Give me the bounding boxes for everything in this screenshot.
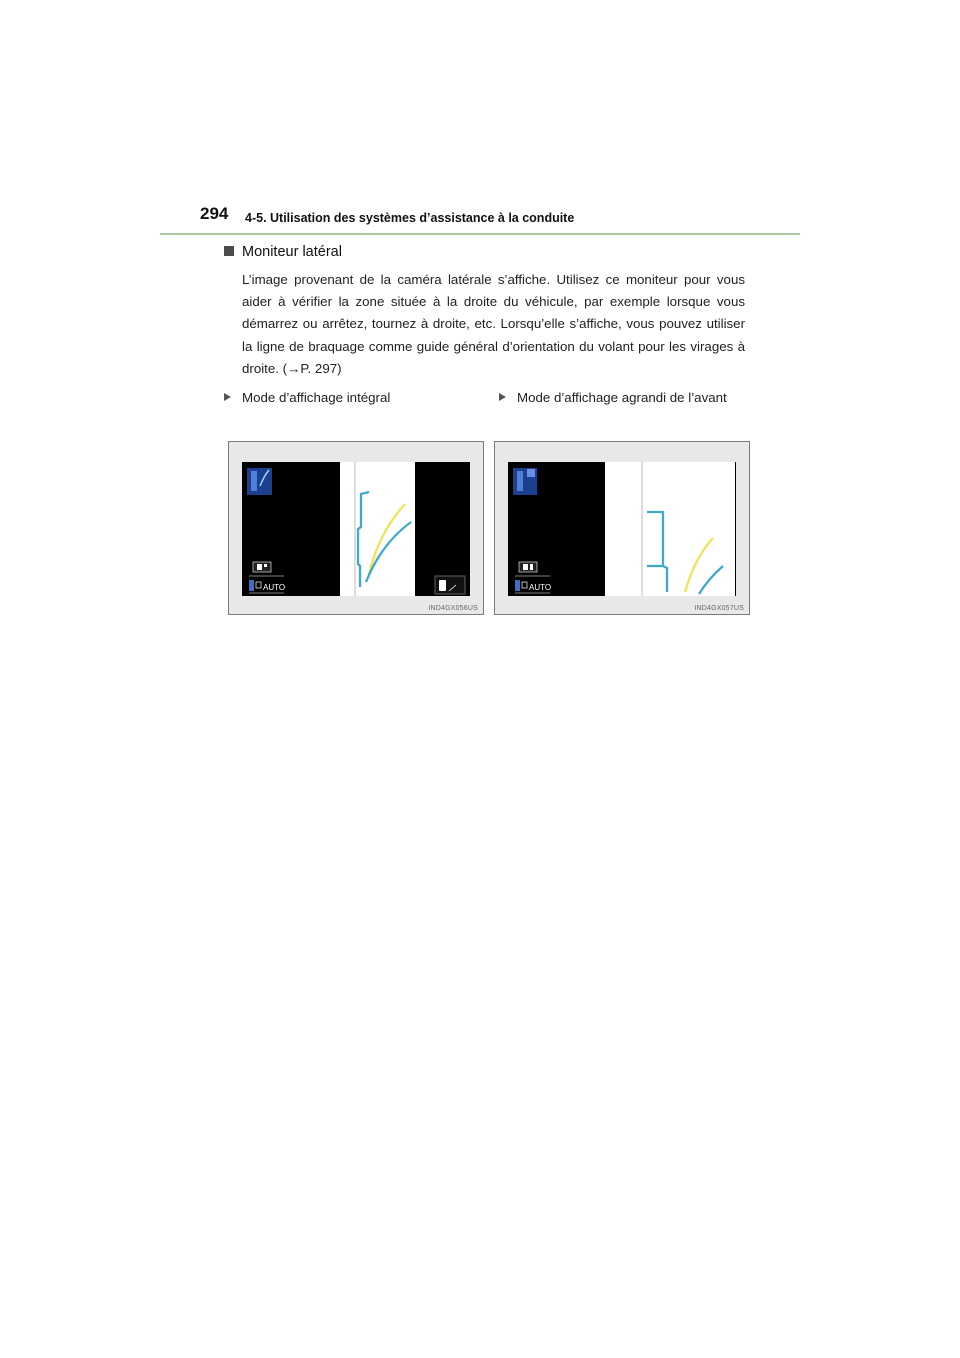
caption-triangle-icon [224, 393, 231, 401]
auto-label: AUTO [263, 583, 286, 592]
figure-code: IND4GX057US [694, 605, 744, 612]
bullet-square-icon [224, 246, 234, 256]
caption-text: Mode d’affichage agrandi de l’avant [517, 390, 727, 405]
section-heading [224, 244, 342, 260]
section-heading-text: Moniteur latéral [242, 244, 342, 260]
page-number: 294 [200, 204, 229, 223]
monitor-screen-illustration [229, 442, 483, 614]
figure-caption-front-zoom [499, 387, 745, 409]
chapter-title: 4-5. Utilisation des systèmes d’assistance à la conduite [245, 211, 575, 225]
caption-text: Mode d’affichage intégral [242, 390, 391, 405]
caption-triangle-icon [499, 393, 506, 401]
figure-code: IND4GX056US [428, 605, 478, 612]
figure-caption-integral [224, 387, 464, 409]
section-body: L’image provenant de la caméra latérale s’affiche. Utilisez ce moniteur pour vous aider à vérifier la zone située à la droite du véhicule, par exemple lorsque vous démarrez ou arrêtez, tournez à droite, etc. Lorsqu’elle s’affiche, vous pouvez utiliser la ligne de braquage comme guide général d’orientation du volant pour les virages à droite. (→P. 297) [242, 272, 745, 376]
car-side-icon [439, 580, 446, 591]
monitor-screen-illustration [495, 442, 749, 614]
auto-label: AUTO [529, 583, 552, 592]
header-rule [160, 233, 800, 235]
screen-figure-integral [228, 441, 484, 615]
screen-figure-front-zoom [494, 441, 750, 615]
